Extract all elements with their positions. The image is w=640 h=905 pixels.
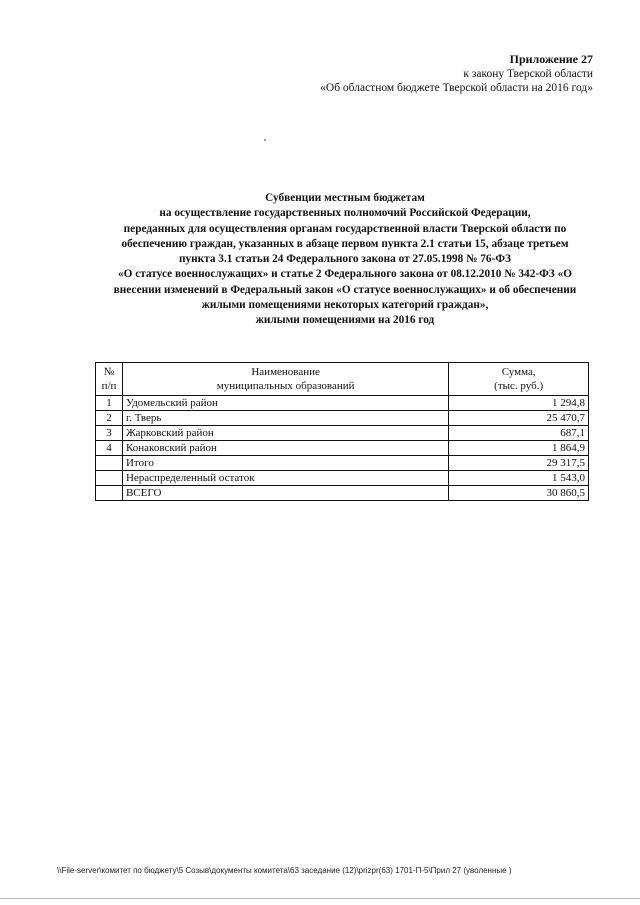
heading-line: жилыми помещениями некоторых категорий граждан», [201, 299, 489, 312]
file-path-footer: \\File-server\комитет по бюджету\5 Созыв\документы комитета\63 заседание (12)\prizpr(63) 1701-П-5\Прил 27 (уволенные ) [57, 866, 512, 875]
row-municipality: Удомельский район [122, 396, 448, 411]
table-row [96, 396, 589, 411]
header-number-line2: п/п [101, 380, 117, 392]
heading-line: жилыми помещениями на 2016 год [255, 314, 435, 327]
appendix-law-name: «Об областном бюджете Тверской области на 2016 год» [320, 82, 593, 94]
heading-line: переданных для осуществления органам государственной власти Тверской области по [123, 222, 567, 235]
header-municipality-line1: Наименование [251, 366, 320, 378]
header-sum-line1: Сумма, [501, 366, 536, 378]
header-number [96, 363, 123, 396]
table-row [96, 441, 589, 456]
heading-line: на осуществление государственных полномочий Российской Федерации, [159, 207, 531, 220]
header-sum-line2: (тыс. руб.) [494, 380, 544, 392]
row-number: 3 [96, 426, 123, 441]
heading-line: «О статусе военнослужащих» и статье 2 Федерального закона от 08.12.2010 № 342-ФЗ «О [117, 268, 573, 281]
heading-line: обеспечению граждан, указанных в абзаце первом пункта 2.1 статьи 15, абзаце третьем [121, 237, 569, 250]
header-number-line1: № [103, 366, 115, 378]
grand-total-number-cell [96, 486, 123, 501]
row-sum: 25 470,7 [449, 411, 589, 426]
appendix-law-reference: к закону Тверской области [463, 67, 593, 80]
row-sum: 1 294,8 [449, 396, 589, 411]
total-label: Итого [122, 456, 448, 471]
heading-line: Субвенции местным бюджетам [265, 192, 425, 204]
row-number: 4 [96, 441, 123, 456]
header-municipality-line2: муниципальных образований [216, 380, 355, 392]
total-sum: 29 317,5 [449, 456, 589, 471]
row-municipality: г. Тверь [122, 411, 448, 426]
table-row [96, 426, 589, 441]
row-municipality: Жарковский район [122, 426, 448, 441]
page-edge-line [0, 898, 640, 899]
header-municipality [122, 363, 448, 396]
heading-line: пункта 3.1 статьи 24 Федерального закона от 27.05.1998 № 76-ФЗ [178, 253, 512, 266]
grand-total-sum: 30 860,5 [449, 486, 589, 501]
undistributed-number-cell [96, 471, 123, 486]
grand-total-label: ВСЕГО [122, 486, 448, 501]
row-number: 2 [96, 411, 123, 426]
row-municipality: Конаковский район [122, 441, 448, 456]
table-row [96, 411, 589, 426]
undistributed-label: Нераспределенный остаток [122, 471, 448, 486]
row-sum: 1 864,9 [449, 441, 589, 456]
document-heading [80, 191, 610, 329]
undistributed-sum: 1 543,0 [449, 471, 589, 486]
total-number-cell [96, 456, 123, 471]
appendix-header [320, 52, 593, 96]
row-number: 1 [96, 396, 123, 411]
heading-line: внесении изменений в Федеральный закон «О статусе военнослужащих» и об обеспечении [113, 283, 577, 296]
header-sum [449, 363, 589, 396]
grand-total-row [96, 486, 589, 501]
scan-dot [264, 139, 266, 141]
appendix-title: Приложение 27 [509, 52, 593, 66]
table-header-row [96, 363, 589, 396]
undistributed-row [96, 471, 589, 486]
total-row [96, 456, 589, 471]
subventions-table [95, 362, 589, 501]
row-sum: 687,1 [449, 426, 589, 441]
